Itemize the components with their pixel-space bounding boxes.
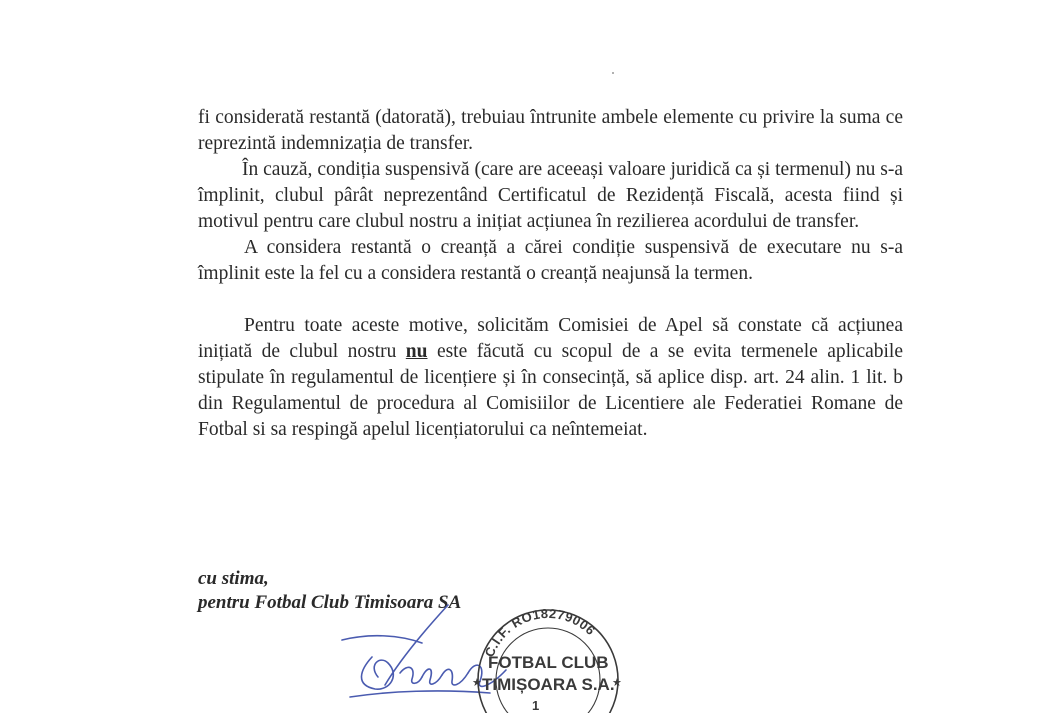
stamp-star-left: ★ — [472, 677, 482, 689]
paragraph-suspensive-condition: În cauză, condiția suspensivă (care are aceeași valoare juridică ca și termenul) nu s-a împlinit, clubul pârât neprezentând Certificatul de Rezidență Fiscală, acesta fiind și motivul pentru care clubul nostru a inițiat acțiunea în rezilierea acordului de transfer. — [198, 159, 903, 232]
closing-signatory: pentru Fotbal Club Timisoara SA — [198, 592, 462, 613]
stamp-line1: FOTBAL CLUB — [488, 653, 609, 672]
paragraph-claim-comparison: A considera restantă o creanță a cărei condiție suspensivă de executare nu s-a împlinit este la fel cu a considera restantă o creanță neajunsă la termen. — [198, 237, 903, 284]
stamp-line2: TIMIȘOARA S.A. — [482, 675, 615, 694]
paragraph-continuation: fi considerată restantă (datorată), trebuiau întrunite ambele elemente cu privire la suma ce reprezintă indemnizația de transfer. — [198, 107, 903, 154]
stamp-cif: C.I.F. RO18279006 — [481, 605, 599, 660]
closing-greeting: cu stima, — [198, 568, 269, 589]
letter-body — [198, 105, 903, 443]
company-stamp — [460, 598, 630, 713]
paragraph-request — [198, 313, 903, 443]
scan-speck — [612, 72, 614, 74]
stamp-star-right: ★ — [612, 677, 622, 689]
emphasis-nu: nu — [405, 341, 428, 362]
request-text-end: este făcută cu scopul de a se evita termenele aplicabile stipulate în regulamentul de licențiere și în consecință, să aplice disp. art. 24 alin. 1 lit. b din Regulamentul de procedura al Comisiilor de Licentiere ale Federatiei Romane de Fotbal si sa respingă apelul licențiatorului ca neîntemeiat. — [198, 341, 903, 440]
request-text-start: Pentru toate aceste motive, solicităm Comisiei de Apel să constate că acțiunea inițiată de clubul nostru — [198, 315, 903, 362]
stamp-line3: 1 — [532, 698, 540, 713]
